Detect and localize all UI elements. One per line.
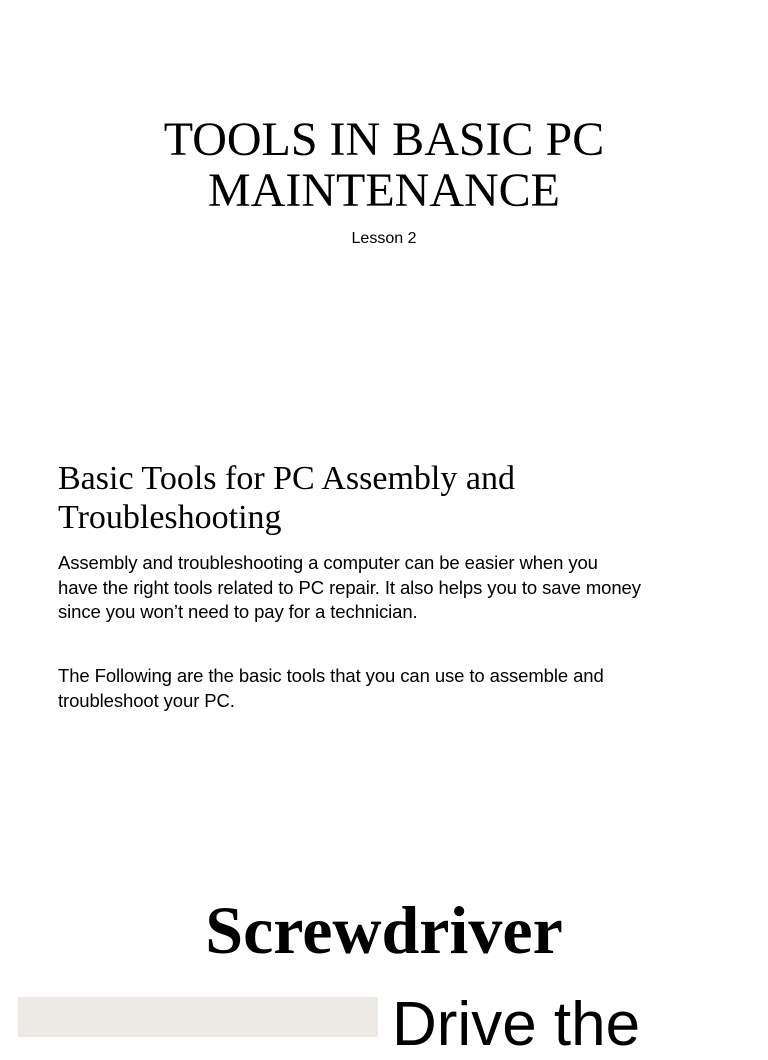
screwdriver-description: Drive the — [392, 990, 641, 1059]
tools-intro-paragraph-line-2: troubleshoot your PC. — [58, 689, 235, 711]
screwdriver-title: Screwdriver — [205, 892, 563, 968]
presentation-subtitle: Lesson 2 — [351, 230, 417, 247]
screwdriver-image — [18, 997, 378, 1037]
presentation-title-line-2: MAINTENANCE — [208, 164, 560, 217]
presentation-title-line-1: TOOLS IN BASIC PC — [163, 113, 605, 166]
section-heading-line-1: Basic Tools for PC Assembly and — [58, 460, 515, 497]
section-heading-line-2: Troubleshooting — [58, 499, 282, 536]
section-heading — [58, 459, 698, 537]
intro-paragraph-line-2: have the right tools related to PC repair. It also helps you to save money — [58, 576, 641, 598]
intro-paragraph-line-3: since you won’t need to pay for a technician. — [58, 601, 418, 622]
intro-paragraph-line-1: Assembly and troubleshooting a computer can be easier when you — [58, 552, 598, 573]
presentation-title — [0, 114, 768, 216]
tools-intro-paragraph — [58, 664, 718, 713]
intro-paragraph — [58, 551, 718, 625]
tools-intro-paragraph-line-1: The Following are the basic tools that you can use to assemble and — [58, 665, 604, 686]
